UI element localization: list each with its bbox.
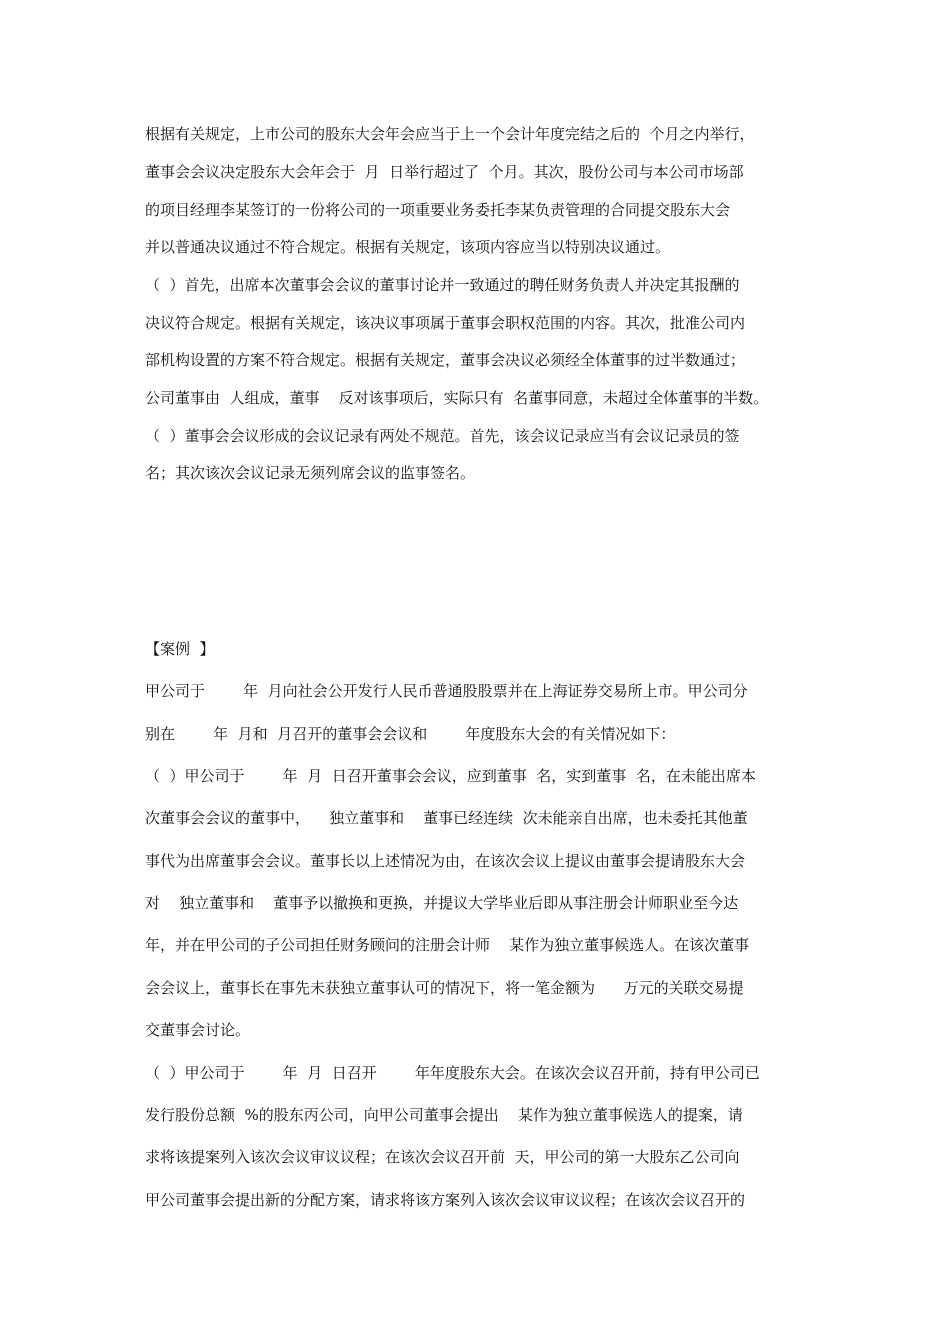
paragraph-line: 年，并在甲公司的子公司担任财务顾问的注册会计师 某作为独立董事候选人。在该次董事 (145, 936, 750, 954)
paragraph-line: 对 独立董事和 董事予以撤换和更换，并提议大学毕业后即从事注册会计师职业至今达 (145, 894, 739, 912)
paragraph-line: 公司董事由 人组成，董事 反对该事项后，实际只有 名董事同意，未超过全体董事的半数。 (145, 389, 769, 407)
paragraph-line: 求将该提案列入该次会议审议议程；在该次会议召开前 天，甲公司的第一大股东乙公司向 (145, 1148, 740, 1166)
paragraph-line: （ ）董事会会议形成的会议记录有两处不规范。首先，该会议记录应当有会议记录员的签 (145, 427, 740, 445)
paragraph-line: （ ）甲公司于 年 月 日召开董事会会议，应到董事 名，实到董事 名，在未能出席本 (145, 767, 756, 785)
paragraph-line: 根据有关规定，上市公司的股东大会年会应当于上一个会计年度完结之后的 个月之内举行， (145, 125, 755, 143)
paragraph-line: 名；其次该次会议记录无须列席会议的监事签名。 (145, 464, 476, 482)
paragraph-line: 甲公司董事会提出新的分配方案，请求将该方案列入该次会议审议议程；在该次会议召开的 (145, 1191, 746, 1209)
paragraph-line: 的项目经理李某签订的一份将公司的一项重要业务委托李某负责管理的合同提交股东大会 (145, 201, 731, 219)
paragraph-line: 并以普通决议通过不符合规定。根据有关规定，该项内容应当以特别决议通过。 (145, 238, 671, 256)
paragraph-line: 会会议上，董事长在事先未获独立董事认可的情况下，将一笔金额为 万元的关联交易提 (145, 979, 744, 997)
paragraph-line: 别在 年 月和 月召开的董事会会议和 年度股东大会的有关情况如下： (145, 725, 676, 743)
case-heading: 【案例 】 (145, 640, 215, 658)
paragraph-line: （ ）甲公司于 年 月 日召开 年年度股东大会。在该次会议召开前，持有甲公司已 (145, 1064, 760, 1082)
paragraph-line: 董事会会议决定股东大会年会于 月 日举行超过了 个月。其次，股份公司与本公司市场部 (145, 163, 744, 181)
paragraph-line: 交董事会讨论。 (145, 1021, 251, 1039)
paragraph-line: 发行股份总额 %的股东丙公司，向甲公司董事会提出 某作为独立董事候选人的提案，请 (145, 1106, 743, 1124)
paragraph-line: 甲公司于 年 月向社会公开发行人民币普通股股票并在上海证券交易所上市。甲公司分 (145, 682, 748, 700)
paragraph-line: 部机构设置的方案不符合规定。根据有关规定，董事会决议必须经全体董事的过半数通过； (145, 351, 746, 369)
paragraph-line: 决议符合规定。根据有关规定，该决议事项属于董事会职权范围的内容。其次，批准公司内 (145, 314, 746, 332)
paragraph-line: 次董事会会议的董事中， 独立董事和 董事已经连续 次未能亲自出席，也未委托其他董 (145, 809, 748, 827)
paragraph-line: 事代为出席董事会会议。董事长以上述情况为由，在该次会议上提议由董事会提请股东大会 (145, 852, 746, 870)
paragraph-line: （ ）首先，出席本次董事会会议的董事讨论并一致通过的聘任财务负责人并决定其报酬的 (145, 276, 740, 294)
